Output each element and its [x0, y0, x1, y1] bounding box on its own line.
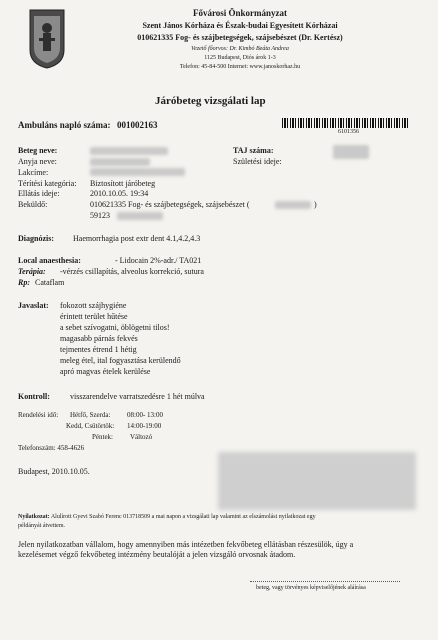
advice-label: Javaslat: [18, 301, 49, 310]
mother-name-label: Anyja neve: [18, 157, 57, 166]
referrer-close: ) [314, 200, 317, 209]
referrer-code: 59123 [90, 211, 110, 220]
referrer-redacted [275, 201, 311, 209]
log-number-label: Ambuláns napló száma: [18, 120, 111, 130]
signature-stamp-redacted [218, 452, 416, 510]
mother-name-redacted [90, 158, 150, 166]
log-number-value: 001002163 [117, 120, 158, 130]
statement-line-1: Jelen nyilatkozatban vállalom, hogy amennyiben más intézetben fekvőbeteg ellátásban részesülök, úgy a [18, 540, 354, 549]
patient-name-label: Beteg neve: [18, 146, 58, 155]
declaration-label: Nyilatkozat: [18, 514, 50, 520]
schedule-time: 14:00-19:00 [127, 422, 162, 430]
org-line-3: 010621335 Fog- és szájbetegségek, szájsebészet (Dr. Kertész) [137, 33, 343, 42]
schedule-time: Változó [130, 433, 153, 441]
diagnosis-label: Diagnózis: [18, 234, 54, 243]
fee-category-label: Térítési kategória: [18, 179, 77, 188]
schedule-label: Rendelési idő: [18, 411, 59, 419]
statement-line-2: kezelésemet végző fekvőbeteg intézmény beutalóját a jelen vizsgáló orvosnak átadom. [18, 550, 296, 559]
barcode [282, 118, 408, 128]
birth-date-label: Születési ideje: [233, 157, 282, 166]
taj-label: TAJ száma: [233, 146, 274, 155]
schedule-day: Péntek: [92, 433, 113, 441]
advice-line: érintett terület hűtése [60, 312, 128, 321]
diagnosis-value: Haemorrhagia post extr dent 4.1,4.2,4.3 [73, 234, 201, 243]
taj-redacted [333, 145, 369, 159]
barcode-text: 6101356 [338, 129, 359, 135]
hospital-seal-icon [28, 8, 66, 70]
advice-line: apró magvas ételek kerülése [60, 367, 151, 376]
advice-line: tejmentes étrend 1 hétig [60, 345, 137, 354]
care-time-value: 2010.10.05. 19:34 [90, 189, 149, 198]
rp-label: Rp: [18, 278, 30, 287]
therapy-value: -vérzés csillapítás, alveolus korrekció, sutura [60, 267, 204, 276]
therapy-label: Terápia: [18, 267, 46, 276]
residence-label: Lakcíme: [18, 168, 49, 177]
director-line: Vezető főorvos: Dr. Kimbó Beáta Andrea [191, 46, 289, 52]
fee-category-value: Biztosított járóbeteg [90, 179, 156, 188]
org-line-1: Fővárosi Önkormányzat [192, 8, 288, 18]
referrer-value: 010621335 Fog- és szájbetegségek, szájsebészet ( [90, 200, 250, 209]
schedule-day: Hétfő, Szerda: [70, 411, 111, 419]
referrer-code-redacted [117, 212, 163, 220]
org-line-2: Szent János Kórháza és Észak-budai Egyesített Kórházai [142, 21, 338, 30]
control-label: Kontroll: [18, 392, 50, 401]
patient-name-redacted [90, 147, 168, 155]
contact-line: Telefon: 45-84-500 Internet: www.janoskorhaz.hu [179, 64, 301, 70]
page-title: Járóbeteg vizsgálati lap [155, 95, 266, 107]
rp-value: Cataflam [35, 278, 65, 287]
declaration-text: Alulírott Gyevi Szabó Ferenc 013718509 a mai napon a vizsgálati lap valamint az elszámolási nyilatkozat egy [50, 514, 316, 520]
schedule-day: Kedd, Csütörtök: [66, 422, 115, 430]
local-anaesthesia-label: Local anaesthesia: [18, 256, 81, 265]
signature-line [250, 581, 400, 582]
control-value: visszarendelve varratszedésre 1 hét múlva [70, 392, 205, 401]
advice-line: fokozott szájhygiéne [60, 301, 127, 310]
place-date: Budapest, 2010.10.05. [18, 467, 90, 476]
local-anaesthesia-value: - Lidocain 2%-adr./ TA021 [115, 256, 202, 265]
signature-label: beteg, vagy törvényes képviselőjének aláírása [256, 585, 366, 591]
care-time-label: Ellátás ideje: [18, 189, 60, 198]
referrer-label: Beküldő: [18, 200, 48, 209]
address-line: 1125 Budapest, Diós árok 1-3 [204, 55, 276, 61]
advice-line: meleg étel, ital fogyasztása kerülendő [60, 356, 181, 365]
schedule-time: 08:00- 13:00 [127, 411, 163, 419]
advice-line: magasabb párnás fekvés [60, 334, 138, 343]
advice-line: a sebet szívogatni, öblögetni tilos! [60, 323, 170, 332]
residence-redacted [90, 168, 185, 176]
phone-number: Telefonszám: 458-4626 [18, 444, 85, 452]
declaration-text-cont: példányát átvettem. [18, 523, 65, 529]
